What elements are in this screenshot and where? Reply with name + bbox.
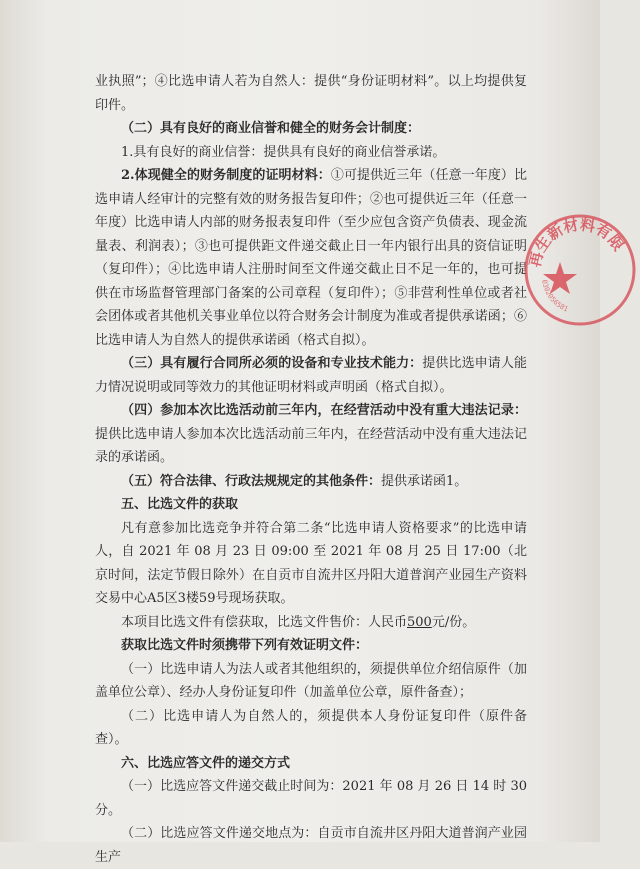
equipment-heading: （三）具有履行合同所必须的设备和专业技术能力： bbox=[121, 356, 423, 371]
paragraph-reputation: 1.具有良好的商业信誉：提供具有良好的商业信誉承诺。 bbox=[121, 144, 446, 160]
seal-number-text: 0302056581 bbox=[540, 279, 570, 314]
paragraph-location: （二）比选应答文件递交地点为：自贡市自流井区丹阳大道普润产业园生产 bbox=[95, 826, 527, 865]
other-text: 提供承诺函1。 bbox=[381, 473, 468, 489]
paragraph-financial bbox=[95, 164, 527, 352]
paragraph-equipment bbox=[95, 352, 527, 399]
section-heading-5: 五、比选文件的获取 bbox=[121, 497, 239, 512]
section-heading-2: （二）具有良好的商业信誉和健全的财务会计制度： bbox=[121, 121, 421, 136]
price-text-a: 本项目比选文件有偿获取，比选文件售价：人民币 bbox=[121, 614, 408, 630]
price-value: 500 bbox=[407, 614, 432, 630]
paragraph-record bbox=[95, 399, 527, 470]
company-seal bbox=[520, 210, 640, 330]
seal-name-text: 再生新材料有限 bbox=[525, 215, 628, 269]
equipment-text: 提供比选申请人能力情况说明或同等效力的其他证明材料或声明函（格式自拟）。 bbox=[95, 356, 527, 395]
document-body bbox=[95, 70, 527, 869]
other-heading: （五）符合法律、行政法规规定的其他条件： bbox=[121, 473, 382, 489]
price-text-b: 元/份。 bbox=[431, 614, 476, 630]
documents-heading: 获取比选文件时须携带下列有效证明文件： bbox=[121, 638, 369, 653]
paragraph-legal-entity: （一）比选申请人为法人或者其他组织的，须提供单位介绍信原件（加盖单位公章）、经办人身份证复印件（加盖单位公章，原件备查）； bbox=[95, 661, 527, 700]
paragraph-natural-person: （二）比选申请人为自然人的，须提供本人身份证复印件（原件备查）。 bbox=[95, 708, 527, 747]
paragraph-1: 业执照”；④比选申请人若为自然人：提供“身份证明材料”。以上均提供复印件。 bbox=[95, 74, 527, 113]
section-heading-6: 六、比选应答文件的递交方式 bbox=[121, 755, 291, 771]
paragraph-other bbox=[95, 470, 527, 494]
paragraph-obtain: 凡有意参加比选竞争并符合第二条“比选申请人资格要求”的比选申请人，自 2021 年 08 月 23 日 09:00 至 2021 年 08 月 25 日 17:00（北京时间，法定节假日除外）在自贡市自流井区丹阳大道普润产业园生产资料交易中心A5区3楼59号现场获取。 bbox=[95, 520, 527, 606]
paragraph-deadline: （一）比选应答文件递交截止时间为：2021 年 08 月 26 日 14 时 30 分。 bbox=[95, 779, 527, 818]
record-heading: （四）参加本次比选活动前三年内，在经营活动中没有重大违法记录： bbox=[121, 403, 527, 418]
paragraph-price bbox=[95, 611, 527, 635]
financial-heading: 2.体现健全的财务制度的证明材料： bbox=[121, 168, 331, 183]
record-text: 提供比选申请人参加本次比选活动前三年内，在经营活动中没有重大违法记录的承诺函。 bbox=[95, 426, 527, 465]
financial-text: ①可提供近三年（任意一年度）比选申请人经审计的完整有效的财务报告复印件；②也可提供近三年（任意一年度）比选申请人内部的财务报表复印件（至少应包含资产负债表、现金流量表、利润表）；③也可提供距文件递交截止日一年内银行出具的资信证明（复印件）；④比选申请人注册时间至文件递交截止日不足一年的，也可提供在市场监督管理部门备案的公司章程（复印件）；⑤非营利性单位或者社会团体或者其他机关事业单位以符合财务会计制度为准或者提供承诺函；⑥比选申请人为自然人的提供承诺函（格式自拟）。 bbox=[95, 168, 527, 348]
